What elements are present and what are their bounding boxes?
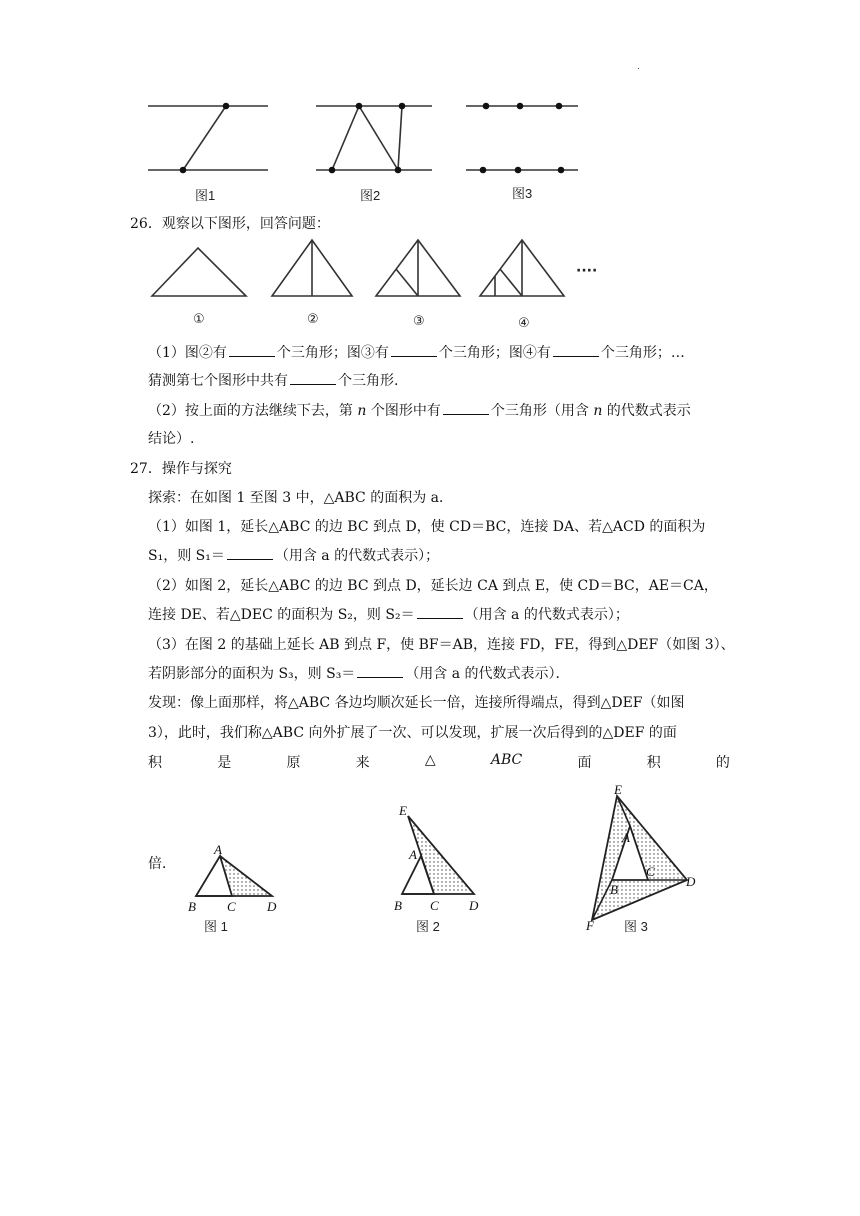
q27-find-line3: 积 是 原 来 △ ABC 面 积 的: [148, 752, 730, 771]
svg-text:C: C: [227, 899, 236, 914]
svg-text:C: C: [646, 864, 655, 879]
svg-text:E: E: [399, 803, 407, 818]
svg-text:B: B: [610, 882, 618, 897]
geometry-figure-3: [585, 782, 696, 934]
caption-fig2: 图2: [360, 188, 381, 203]
triangle-fig-3: [376, 240, 460, 328]
q27-p2-line2: 连接 DE、若△DEC 的面积为 S₂，则 S₂＝ （用含 a 的代数式表示）；: [148, 607, 629, 623]
q27-p1-line1: （1）如图 1，延长△ABC 的边 BC 到点 D，使 CD＝BC，连接 DA、若△ACD 的面积为: [148, 519, 706, 535]
svg-text:F: F: [586, 918, 594, 933]
sequence-ellipsis: ····: [576, 263, 598, 279]
q27-p3-line1: （3）在图 2 的基础上延长 AB 到点 F，使 BF＝AB，连接 FD，FE，得到△DEF（如图 3）、: [148, 637, 735, 653]
label-fig-2: ②: [307, 311, 319, 326]
triangle-sequence: [140, 232, 610, 332]
geometry-figure-1: [188, 842, 277, 934]
svg-text:A: A: [214, 842, 222, 857]
q27-title: 27．操作与探究: [130, 461, 232, 477]
svg-text:C: C: [430, 898, 439, 913]
q27-find-line4: 倍．: [148, 856, 176, 872]
caption-geometry-fig1: 图 1: [204, 919, 228, 934]
q27-find-line1: 发现：像上面那样，将△ABC 各边均顺次延长一倍，连接所得端点，得到△DEF（如图: [148, 695, 685, 711]
q26-part1-line2: 猜测第七个图形中共有 个三角形.: [148, 373, 399, 389]
triangle-fig-1: [152, 248, 246, 326]
label-fig-3: ③: [413, 313, 425, 328]
q26-part2-line2: 结论）.: [148, 431, 195, 447]
triangle-fig-2: [272, 240, 352, 326]
svg-text:D: D: [469, 898, 479, 913]
q26-figures: [140, 232, 610, 332]
q26-part2-line1: （2）按上面的方法继续下去，第 n 个图形中有 个三角形（用含 n 的代数式表示: [148, 403, 691, 419]
q27-p1-line2: S₁，则 S₁＝ （用含 a 的代数式表示）；: [148, 548, 440, 564]
figure-2-parallel-lines: [316, 103, 432, 203]
label-fig-4: ④: [518, 315, 530, 330]
label-fig-1: ①: [193, 311, 205, 326]
triangle-fig-4: [480, 240, 564, 330]
page-marker: .: [637, 62, 640, 72]
geometry-figure-2: [394, 803, 479, 934]
q27-figures: [176, 780, 716, 940]
caption-fig3: 图3: [512, 186, 533, 201]
figure-3-parallel-lines: [466, 103, 578, 201]
caption-fig1: 图1: [195, 188, 216, 203]
svg-text:D: D: [267, 899, 277, 914]
q26-title: 26．观察以下图形，回答问题：: [130, 216, 330, 232]
caption-geometry-fig2: 图 2: [416, 919, 440, 934]
q27-explore: 探索：在如图 1 至图 3 中，△ABC 的面积为 a．: [148, 490, 453, 506]
q27-p2-line1: （2）如图 2，延长△ABC 的边 BC 到点 D，延长边 CA 到点 E，使 CD＝BC，AE＝CA，: [148, 578, 718, 594]
q27-p3-line2: 若阴影部分的面积为 S₃，则 S₃＝ （用含 a 的代数式表示）．: [148, 666, 570, 682]
caption-geometry-fig3: 图 3: [624, 919, 648, 934]
area-expansion-figures: [176, 780, 716, 940]
svg-text:A: A: [409, 847, 417, 862]
top-figures: [140, 92, 600, 207]
svg-text:A: A: [622, 830, 630, 845]
svg-text:B: B: [188, 899, 196, 914]
svg-text:D: D: [686, 874, 696, 889]
svg-text:B: B: [394, 898, 402, 913]
figure-1-parallel-lines: [148, 103, 268, 203]
parallel-lines-figures: [140, 92, 600, 207]
q27-find-line2: 3），此时，我们称△ABC 向外扩展了一次、可以发现，扩展一次后得到的△DEF 的面: [148, 725, 677, 741]
q26-part1-line1: （1）图②有 个三角形；图③有 个三角形；图④有 个三角形；…: [148, 345, 685, 361]
svg-text:E: E: [614, 782, 622, 797]
